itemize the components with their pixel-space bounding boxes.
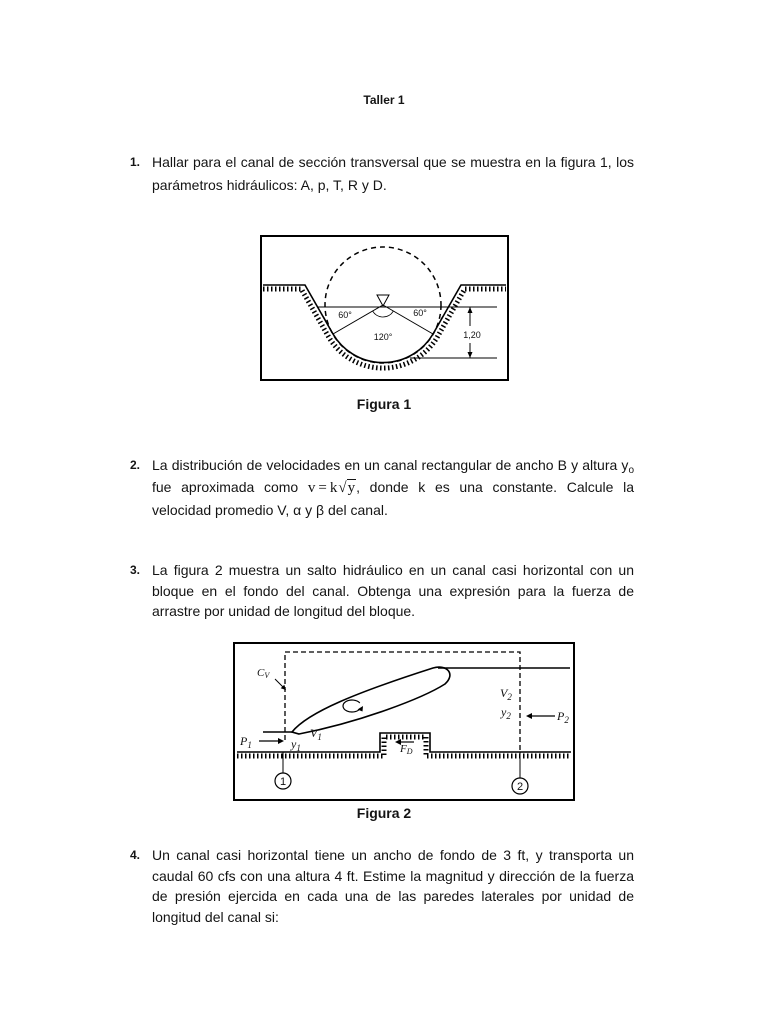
- question-1-line-2: parámetros hidráulicos: A, p, T, R y D.: [152, 177, 387, 193]
- question-1-number: 1.: [130, 155, 141, 169]
- angle-right-label: 60°: [413, 308, 427, 318]
- question-3-number: 3.: [130, 563, 141, 577]
- drag-force-label-main: F: [400, 743, 407, 755]
- square-root-icon: √: [338, 480, 347, 496]
- formula-radicand: y: [347, 480, 356, 496]
- page-title: Taller 1: [363, 93, 405, 107]
- y1-label-sub: 1: [296, 743, 301, 753]
- control-volume-label-sub: V: [264, 671, 270, 680]
- height-subscript: o: [628, 465, 634, 476]
- question-1-text: [152, 151, 634, 197]
- p1-label-main: P: [240, 734, 248, 748]
- question-2-line-3: velocidad promedio V, α y β del canal.: [152, 502, 388, 518]
- angle-center-label: 120°: [373, 332, 393, 342]
- question-4-line-1: Un canal casi horizontal tiene un ancho de fondo de 3 ft, y transporta un: [152, 847, 634, 863]
- question-2-line-2-before: fue aproximada como: [152, 479, 308, 495]
- question-1-line-1: Hallar para el canal de sección transversal que se muestra en la figura 1, los: [152, 154, 634, 170]
- question-2-line-2: [152, 476, 634, 499]
- y2-label-main: y: [501, 705, 507, 719]
- p2-label-main: P: [557, 709, 565, 723]
- question-4-line-3: de presión ejercida en cada una de las paredes laterales por unidad de: [152, 888, 634, 905]
- question-3-line-2: bloque en el fondo del canal. Obtenga una expresión para la fuerza de: [152, 582, 634, 599]
- question-2-line-1-text: La distribución de velocidades en un canal rectangular de ancho B y altura y: [152, 457, 629, 473]
- formula-equals: =: [318, 480, 327, 496]
- v1-label-main: V: [310, 726, 318, 740]
- question-2-line-1: [152, 454, 634, 476]
- figure-2: [233, 642, 575, 801]
- section-1-label: 1: [279, 776, 287, 788]
- question-2-number: 2.: [130, 458, 141, 472]
- figure-2-caption: Figura 2: [356, 805, 412, 821]
- figure-2-diagram: [233, 642, 575, 801]
- formula-coefficient: k: [329, 480, 338, 496]
- control-volume-label-main: C: [257, 667, 265, 679]
- depth-label: 1,20: [463, 330, 481, 340]
- question-4-line-4: longitud del canal si:: [152, 909, 279, 926]
- figure-1-caption: Figura 1: [356, 396, 412, 412]
- v2-label-main: V: [500, 686, 508, 700]
- question-4-line-2: caudal 60 cfs con una altura 4 ft. Estime la magnitud y dirección de la fuerza: [152, 867, 634, 884]
- question-4-number: 4.: [130, 848, 141, 862]
- section-2-label: 2: [516, 781, 524, 793]
- p1-label-sub: 1: [247, 740, 252, 750]
- y2-label-sub: 2: [506, 711, 511, 721]
- angle-left-label: 60°: [338, 310, 352, 320]
- formula-lhs: v: [307, 480, 316, 496]
- v1-label-sub: 1: [317, 732, 322, 742]
- question-2-text: [152, 454, 634, 521]
- question-3-line-1: La figura 2 muestra un salto hidráulico en un canal casi horizontal con un: [152, 562, 634, 578]
- question-3-line-3: arrastre por unidad de longitud del bloque.: [152, 603, 416, 619]
- v2-label-sub: 2: [507, 692, 512, 702]
- question-3-text: [152, 560, 634, 622]
- p2-label-sub: 2: [564, 715, 569, 725]
- question-2-line-2-after: , donde k es una constante. Calcule la: [356, 479, 634, 495]
- figure-1-diagram: [260, 235, 509, 381]
- drag-force-label-sub: D: [406, 747, 413, 756]
- y1-label-main: y: [291, 737, 297, 751]
- question-4-text: [152, 845, 634, 928]
- velocity-formula: [308, 480, 356, 496]
- figure-1: [260, 235, 509, 381]
